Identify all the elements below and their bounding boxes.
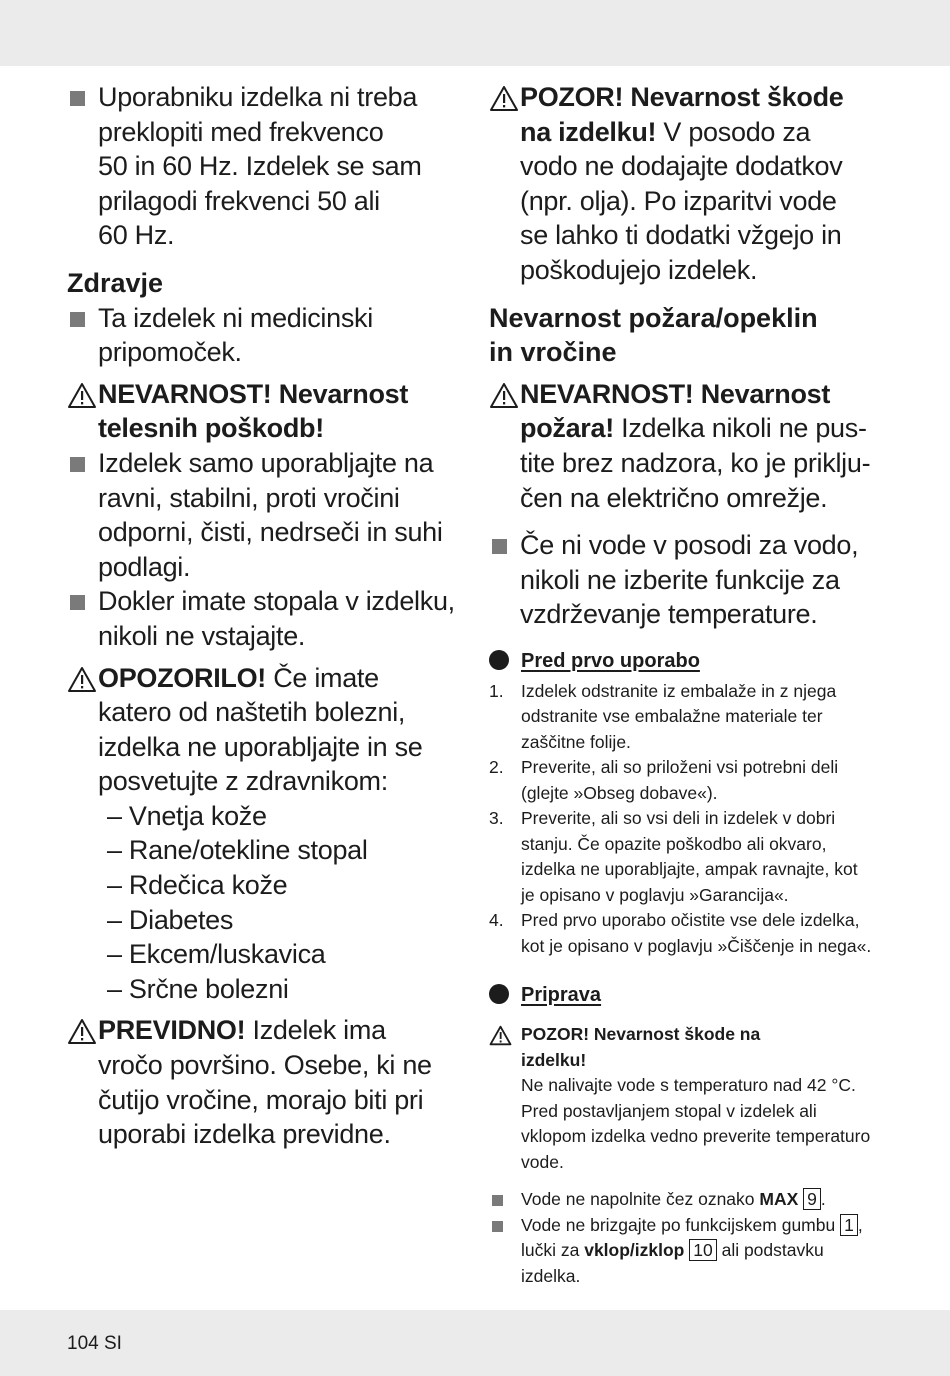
part-number-badge: 10: [689, 1239, 716, 1261]
warning-block: POZOR! Nevarnost škode na izdelku! V posodo za vodo ne dodajajte dodatkov (npr. olja). Po izparitvi vode se lahko ti dodatki vžgejo in poškodujejo izdelek.: [489, 80, 889, 288]
square-bullet-icon: [70, 312, 85, 327]
square-bullet-icon: [492, 539, 507, 554]
list-item: Vode ne napolnite čez oznako MAX 9 .: [489, 1187, 889, 1213]
list-item: Izdelek samo uporabljajte na ravni, stabilni, proti vročini odporni, čisti, nedrseči in suhi podlagi.: [67, 446, 457, 584]
disease-item: – Rane/otekline stopal: [107, 835, 368, 866]
list-item: 1. Izdelek odstranite iz embalaže in z njega odstranite vse embalažne materiale ter zaščitne folije.: [489, 680, 837, 752]
warning-triangle-icon: [67, 1018, 97, 1045]
right-column: [489, 80, 889, 1289]
warning-block: NEVARNOST! Nevarnost požara! Izdelka nikoli ne pus- tite brez nadzora, ko je priklju- čen na električno omrežje.: [489, 377, 889, 515]
warning-triangle-icon: [489, 382, 519, 409]
page-number: 104 SI: [67, 1333, 122, 1354]
square-bullet-icon: [70, 91, 85, 106]
warning-block: POZOR! Nevarnost škode na izdelku! Ne nalivajte vode s temperaturo nad 42 °C. Pred postavljanjem stopal v izdelek ali vklopom izdelka vedno preverite temperaturo vode.: [489, 1022, 889, 1175]
warning-block: NEVARNOST! Nevarnost telesnih poškodb!: [67, 377, 457, 446]
warning-triangle-icon: [67, 666, 97, 693]
subsection-heading-preparation: Priprava: [489, 980, 889, 1012]
left-column: [67, 80, 457, 1152]
top-bar: [0, 0, 950, 66]
section-heading-fire: Nevarnost požara/opeklin in vročine: [489, 302, 818, 368]
square-bullet-icon: [492, 1195, 503, 1206]
disease-item: – Diabetes: [107, 904, 234, 935]
list-item: Dokler imate stopala v izdelku, nikoli ne vstajajte.: [67, 584, 457, 653]
list-item: 2. Preverite, ali so priloženi vsi potrebni deli (glejte »Obseg dobave«).: [489, 757, 839, 803]
warning-block: OPOZORILO! Če imate katero od naštetih bolezni, izdelka ne uporabljajte in se posvetujte z zdravnikom: – Vnetja kože – Rane/otekline stopal – Rdečica kože – Diabetes – Ekcem/luskavica – Srčne bolezni: [67, 661, 457, 1007]
square-bullet-icon: [70, 457, 85, 472]
list-item: 3. Preverite, ali so vsi deli in izdelek v dobri stanju. Če opazite poškodbo ali okvaro, izdelka ne uporabljajte, ampak ravnajte, kot je opisano v poglavju »Garancija«.: [489, 808, 858, 905]
disease-item: – Vnetja kože: [107, 800, 267, 831]
warning-triangle-icon: [489, 85, 519, 112]
disease-item: – Rdečica kože: [107, 870, 288, 901]
list-item: Uporabniku izdelka ni treba preklopiti med frekvenco 50 in 60 Hz. Izdelek se sam prilagodi frekvenci 50 ali 60 Hz.: [67, 80, 457, 253]
circle-bullet-icon: [489, 984, 509, 1004]
warning-triangle-icon: [489, 1025, 512, 1046]
circle-bullet-icon: [489, 650, 509, 670]
square-bullet-icon: [70, 595, 85, 610]
footer-bar: [0, 1310, 950, 1376]
section-heading-health: Zdravje: [67, 267, 164, 298]
disease-item: – Srčne bolezni: [107, 973, 289, 1004]
part-number-badge: 9: [803, 1188, 821, 1210]
numbered-list: [489, 679, 889, 960]
disease-item: – Ekcem/luskavica: [107, 939, 326, 970]
part-number-badge: 1: [840, 1214, 858, 1236]
warning-block: PREVIDNO! Izdelek ima vročo površino. Osebe, ki ne čutijo vročine, morajo biti pri uporabi izdelka previdne.: [67, 1013, 457, 1151]
subsection-heading-first-use: Pred prvo uporabo: [489, 646, 889, 678]
square-bullet-icon: [492, 1221, 503, 1232]
list-item: Če ni vode v posodi za vodo, nikoli ne izberite funkcije za vzdrževanje temperature.: [489, 528, 889, 632]
warning-triangle-icon: [67, 382, 97, 409]
list-item: Ta izdelek ni medicinski pripomoček.: [67, 301, 457, 370]
list-item: 4. Pred prvo uporabo očistite vse dele izdelka, kot je opisano v poglavju »Čiščenje in nega«.: [489, 910, 872, 956]
list-item: Vode ne brizgajte po funkcijskem gumbu 1 , lučki za vklop/izklop 10 ali podstavku izdelka.: [489, 1213, 889, 1290]
